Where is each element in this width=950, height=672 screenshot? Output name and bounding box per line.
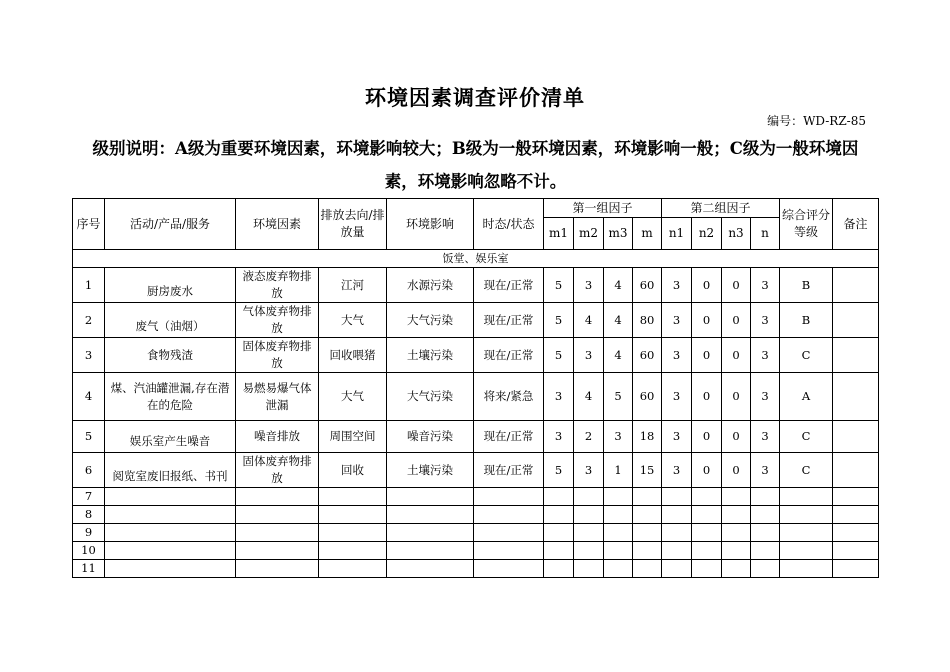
cell-m3: 5 (604, 373, 633, 421)
empty-cell (574, 542, 604, 560)
cell-m1: 5 (544, 303, 574, 338)
cell-n: 3 (751, 338, 780, 373)
cell-activity: 食物残渣 (105, 338, 236, 373)
empty-cell (387, 560, 474, 578)
cell-m1: 3 (544, 373, 574, 421)
cell-n2: 0 (692, 453, 722, 488)
empty-cell (722, 560, 751, 578)
evaluation-table (72, 198, 879, 578)
cell-factor: 易燃易爆气体泄漏 (236, 373, 319, 421)
cell-remark (833, 421, 879, 453)
empty-cell (692, 542, 722, 560)
table-row (73, 373, 879, 421)
cell-activity: 煤、汽油罐泄漏,存在潜在的危险 (105, 373, 236, 421)
empty-cell (474, 560, 544, 578)
table-row (73, 303, 879, 338)
cell-m2: 3 (574, 268, 604, 303)
empty-cell (236, 560, 319, 578)
empty-cell (387, 524, 474, 542)
empty-cell (780, 488, 833, 506)
cell-factor: 固体废弃物排放 (236, 338, 319, 373)
cell-state: 现在/正常 (474, 453, 544, 488)
cell-m3: 4 (604, 338, 633, 373)
cell-n1: 3 (662, 453, 692, 488)
cell-discharge: 周围空间 (319, 421, 387, 453)
cell-factor: 噪音排放 (236, 421, 319, 453)
cell-discharge: 回收喂猪 (319, 338, 387, 373)
cell-n3: 0 (722, 421, 751, 453)
empty-cell (692, 560, 722, 578)
empty-cell (544, 542, 574, 560)
header-discharge: 排放去向/排放量 (319, 199, 387, 250)
cell-discharge: 大气 (319, 303, 387, 338)
cell-m1: 3 (544, 421, 574, 453)
empty-cell (833, 524, 879, 542)
cell-seq: 3 (73, 338, 105, 373)
cell-n3: 0 (722, 303, 751, 338)
cell-m3: 4 (604, 303, 633, 338)
empty-cell (387, 506, 474, 524)
cell-seq: 8 (73, 506, 105, 524)
empty-cell (833, 488, 879, 506)
empty-cell (722, 524, 751, 542)
cell-n3: 0 (722, 453, 751, 488)
table-row (73, 488, 879, 506)
empty-cell (692, 488, 722, 506)
cell-n2: 0 (692, 268, 722, 303)
empty-cell (604, 560, 633, 578)
cell-factor: 液态废弃物排放 (236, 268, 319, 303)
cell-n1: 3 (662, 268, 692, 303)
cell-m2: 2 (574, 421, 604, 453)
empty-cell (319, 560, 387, 578)
cell-remark (833, 373, 879, 421)
empty-cell (633, 488, 662, 506)
cell-discharge: 回收 (319, 453, 387, 488)
cell-activity: 废气（油烟） (105, 303, 236, 338)
empty-cell (722, 488, 751, 506)
cell-seq: 2 (73, 303, 105, 338)
cell-seq: 4 (73, 373, 105, 421)
empty-cell (751, 506, 780, 524)
empty-cell (662, 542, 692, 560)
cell-impact: 噪音污染 (387, 421, 474, 453)
cell-n1: 3 (662, 373, 692, 421)
cell-seq: 10 (73, 542, 105, 560)
table-row (73, 560, 879, 578)
empty-cell (633, 524, 662, 542)
cell-remark (833, 453, 879, 488)
empty-cell (544, 506, 574, 524)
cell-m: 15 (633, 453, 662, 488)
empty-cell (387, 488, 474, 506)
empty-cell (780, 506, 833, 524)
header-factor: 环境因素 (236, 199, 319, 250)
empty-cell (319, 542, 387, 560)
cell-m1: 5 (544, 453, 574, 488)
grade-description: 级别说明：A级为重要环境因素，环境影响较大；B级为一般环境因素，环境影响一般；C级为一般环境因素，环境影响忽略不计。 (92, 139, 859, 191)
empty-cell (574, 488, 604, 506)
cell-n1: 3 (662, 421, 692, 453)
cell-n1: 3 (662, 303, 692, 338)
table-row (73, 338, 879, 373)
empty-cell (236, 488, 319, 506)
empty-cell (474, 488, 544, 506)
empty-cell (236, 542, 319, 560)
cell-discharge: 大气 (319, 373, 387, 421)
empty-cell (474, 524, 544, 542)
empty-cell (633, 506, 662, 524)
cell-m2: 3 (574, 453, 604, 488)
empty-cell (751, 524, 780, 542)
empty-cell (833, 506, 879, 524)
cell-n3: 0 (722, 373, 751, 421)
cell-m3: 3 (604, 421, 633, 453)
header-state: 时态/状态 (474, 199, 544, 250)
cell-seq: 7 (73, 488, 105, 506)
table-row (73, 421, 879, 453)
cell-m1: 5 (544, 268, 574, 303)
cell-m2: 4 (574, 303, 604, 338)
cell-grade: B (780, 303, 833, 338)
cell-state: 现在/正常 (474, 268, 544, 303)
header-group1: 第一组因子 (544, 199, 662, 218)
empty-cell (544, 560, 574, 578)
header-group2: 第二组因子 (662, 199, 780, 218)
empty-cell (474, 506, 544, 524)
cell-seq: 1 (73, 268, 105, 303)
header-m3: m3 (604, 218, 633, 250)
cell-n: 3 (751, 303, 780, 338)
empty-cell (780, 524, 833, 542)
cell-remark (833, 268, 879, 303)
table-row (73, 524, 879, 542)
cell-state: 将来/紧急 (474, 373, 544, 421)
document-title: 环境因素调查评价清单 (365, 85, 585, 110)
cell-n3: 0 (722, 338, 751, 373)
header-impact: 环境影响 (387, 199, 474, 250)
header-activity: 活动/产品/服务 (105, 199, 236, 250)
cell-factor: 固体废弃物排放 (236, 453, 319, 488)
cell-grade: B (780, 268, 833, 303)
document-number: 编号：WD-RZ-85 (767, 114, 866, 128)
cell-activity: 厨房废水 (105, 268, 236, 303)
cell-n2: 0 (692, 338, 722, 373)
empty-cell (833, 560, 879, 578)
empty-cell (544, 488, 574, 506)
cell-n: 3 (751, 421, 780, 453)
cell-activity: 娱乐室产生噪音 (105, 421, 236, 453)
empty-cell (751, 560, 780, 578)
cell-seq: 6 (73, 453, 105, 488)
empty-cell (604, 524, 633, 542)
cell-n1: 3 (662, 338, 692, 373)
cell-n: 3 (751, 453, 780, 488)
cell-seq: 5 (73, 421, 105, 453)
empty-cell (662, 524, 692, 542)
empty-cell (236, 506, 319, 524)
empty-cell (722, 506, 751, 524)
empty-cell (105, 506, 236, 524)
cell-impact: 水源污染 (387, 268, 474, 303)
cell-factor: 气体废弃物排放 (236, 303, 319, 338)
cell-m2: 3 (574, 338, 604, 373)
empty-cell (780, 560, 833, 578)
table-row (73, 268, 879, 303)
header-m2: m2 (574, 218, 604, 250)
empty-cell (751, 488, 780, 506)
cell-m: 80 (633, 303, 662, 338)
cell-m: 60 (633, 338, 662, 373)
table-row (73, 506, 879, 524)
empty-cell (633, 560, 662, 578)
empty-cell (662, 506, 692, 524)
cell-m3: 4 (604, 268, 633, 303)
empty-cell (236, 524, 319, 542)
empty-cell (105, 542, 236, 560)
empty-cell (662, 560, 692, 578)
cell-impact: 土壤污染 (387, 453, 474, 488)
cell-n: 3 (751, 268, 780, 303)
cell-grade: C (780, 421, 833, 453)
cell-n: 3 (751, 373, 780, 421)
empty-cell (692, 524, 722, 542)
empty-cell (105, 524, 236, 542)
cell-remark (833, 303, 879, 338)
header-n1: n1 (662, 218, 692, 250)
empty-cell (319, 488, 387, 506)
header-seq: 序号 (73, 199, 105, 250)
cell-n2: 0 (692, 303, 722, 338)
cell-m: 60 (633, 268, 662, 303)
cell-remark (833, 338, 879, 373)
empty-cell (319, 506, 387, 524)
cell-activity: 阅览室废旧报纸、书刊 (105, 453, 236, 488)
empty-cell (604, 506, 633, 524)
cell-n2: 0 (692, 421, 722, 453)
empty-cell (662, 488, 692, 506)
cell-state: 现在/正常 (474, 303, 544, 338)
cell-grade: C (780, 338, 833, 373)
empty-cell (105, 488, 236, 506)
cell-grade: A (780, 373, 833, 421)
empty-cell (574, 524, 604, 542)
empty-cell (633, 542, 662, 560)
cell-state: 现在/正常 (474, 421, 544, 453)
empty-cell (604, 542, 633, 560)
empty-cell (692, 506, 722, 524)
table-row (73, 542, 879, 560)
empty-cell (319, 524, 387, 542)
cell-state: 现在/正常 (474, 338, 544, 373)
section-header: 饭堂、娱乐室 (73, 250, 879, 268)
header-m: m (633, 218, 662, 250)
empty-cell (833, 542, 879, 560)
cell-m2: 4 (574, 373, 604, 421)
cell-discharge: 江河 (319, 268, 387, 303)
header-m1: m1 (544, 218, 574, 250)
cell-n2: 0 (692, 373, 722, 421)
cell-seq: 9 (73, 524, 105, 542)
empty-cell (604, 488, 633, 506)
empty-cell (474, 542, 544, 560)
header-n: n (751, 218, 780, 250)
header-n2: n2 (692, 218, 722, 250)
cell-m3: 1 (604, 453, 633, 488)
cell-impact: 土壤污染 (387, 338, 474, 373)
cell-m: 60 (633, 373, 662, 421)
table-row (73, 453, 879, 488)
cell-seq: 11 (73, 560, 105, 578)
empty-cell (751, 542, 780, 560)
empty-cell (780, 542, 833, 560)
header-remark: 备注 (833, 199, 879, 250)
empty-cell (544, 524, 574, 542)
empty-cell (387, 542, 474, 560)
header-n3: n3 (722, 218, 751, 250)
cell-n3: 0 (722, 268, 751, 303)
empty-cell (574, 560, 604, 578)
cell-m: 18 (633, 421, 662, 453)
cell-impact: 大气污染 (387, 303, 474, 338)
empty-cell (105, 560, 236, 578)
cell-grade: C (780, 453, 833, 488)
cell-impact: 大气污染 (387, 373, 474, 421)
empty-cell (722, 542, 751, 560)
header-grade: 综合评分等级 (780, 199, 833, 250)
empty-cell (574, 506, 604, 524)
cell-m1: 5 (544, 338, 574, 373)
